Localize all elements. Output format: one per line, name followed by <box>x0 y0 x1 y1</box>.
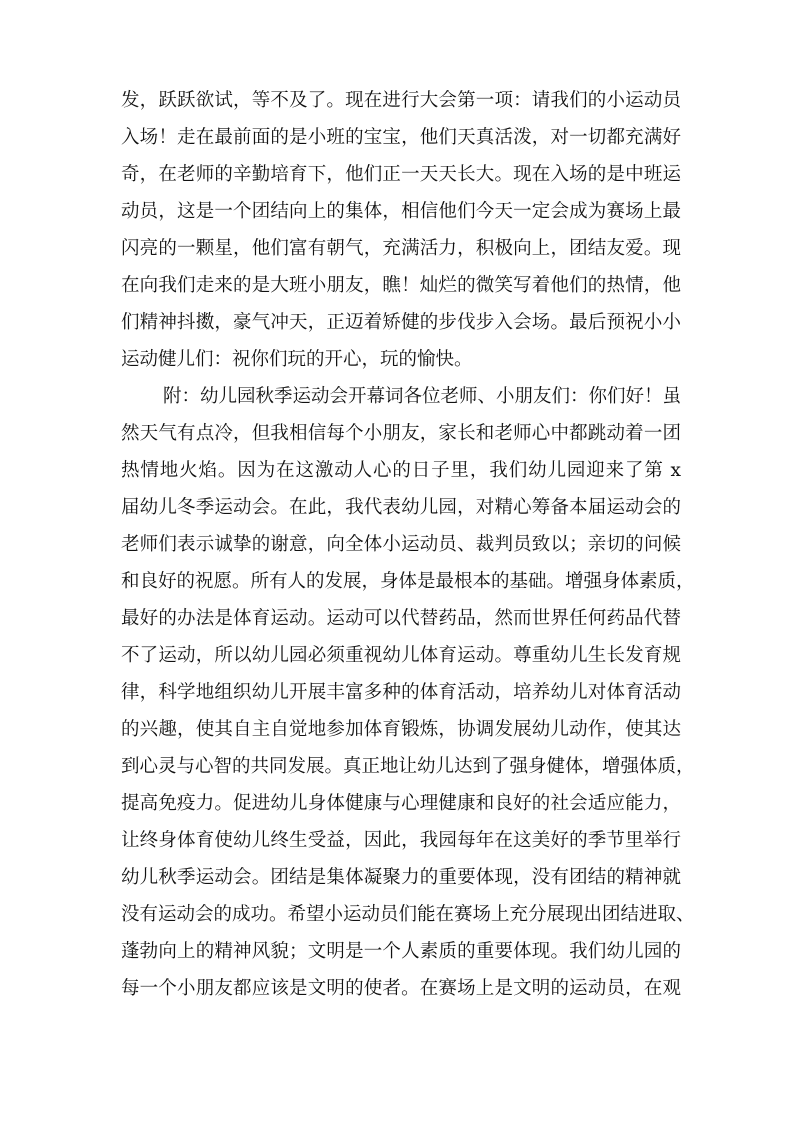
text-line: 最好的办法是体育运动。运动可以代替药品，然而世界任何药品代替 <box>121 608 681 629</box>
document-body <box>121 82 695 1007</box>
text-line: 不了运动，所以幼儿园必须重视幼儿体育运动。尊重幼儿生长发育规 <box>121 645 681 666</box>
text-line: 让终身体育使幼儿终生受益，因此，我园每年在这美好的季节里举行 <box>121 830 681 851</box>
text-line: 奇，在老师的辛勤培育下，他们正一天天长大。现在入场的是中班运 <box>121 164 681 185</box>
text-line: 届幼儿冬季运动会。在此，我代表幼儿园，对精心筹备本届运动会的 <box>121 497 681 518</box>
text-line: 提高免疫力。促进幼儿身体健康与心理健康和良好的社会适应能力， <box>121 793 681 814</box>
text-line: 热情地火焰。因为在这激动人心的日子里，我们幼儿园迎来了第 x <box>121 460 681 481</box>
text-line: 闪亮的一颗星，他们富有朝气，充满活力，积极向上，团结友爱。现 <box>121 238 681 259</box>
text-line: 的兴趣，使其自主自觉地参加体育锻炼，协调发展幼儿动作，使其达 <box>121 719 681 740</box>
text-line: 和良好的祝愿。所有人的发展，身体是最根本的基础。增强身体素质， <box>121 571 695 592</box>
text-line: 附：幼儿园秋季运动会开幕词各位老师、小朋友们：你们好！虽 <box>163 386 682 407</box>
text-line: 蓬勃向上的精神风貌；文明是一个人素质的重要体现。我们幼儿园的 <box>121 941 681 962</box>
text-line: 入场！走在最前面的是小班的宝宝，他们天真活泼，对一切都充满好 <box>121 127 681 148</box>
text-line: 运动健儿们：祝你们玩的开心，玩的愉快。 <box>121 349 473 370</box>
text-line: 律，科学地组织幼儿开展丰富多种的体育活动，培养幼儿对体育活动 <box>121 682 681 703</box>
text-line: 动员，这是一个团结向上的集体，相信他们今天一定会成为赛场上最 <box>121 201 681 222</box>
text-line: 发，跃跃欲试，等不及了。现在进行大会第一项：请我们的小运动员 <box>121 90 681 111</box>
text-line: 没有运动会的成功。希望小运动员们能在赛场上充分展现出团结进取、 <box>121 904 695 925</box>
text-line: 每一个小朋友都应该是文明的使者。在赛场上是文明的运动员，在观 <box>121 978 681 999</box>
text-line: 幼儿秋季运动会。团结是集体凝聚力的重要体现，没有团结的精神就 <box>121 867 681 888</box>
text-line: 老师们表示诚挚的谢意，向全体小运动员、裁判员致以；亲切的问候 <box>121 534 681 555</box>
text-line: 们精神抖擞，豪气冲天，正迈着矫健的步伐步入会场。最后预祝小小 <box>121 312 681 333</box>
text-line: 在向我们走来的是大班小朋友，瞧！灿烂的微笑写着他们的热情，他 <box>121 275 681 296</box>
text-line: 到心灵与心智的共同发展。真正地让幼儿达到了强身健体，增强体质， <box>121 756 695 777</box>
text-line: 然天气有点冷，但我相信每个小朋友，家长和老师心中都跳动着一团 <box>121 423 681 444</box>
